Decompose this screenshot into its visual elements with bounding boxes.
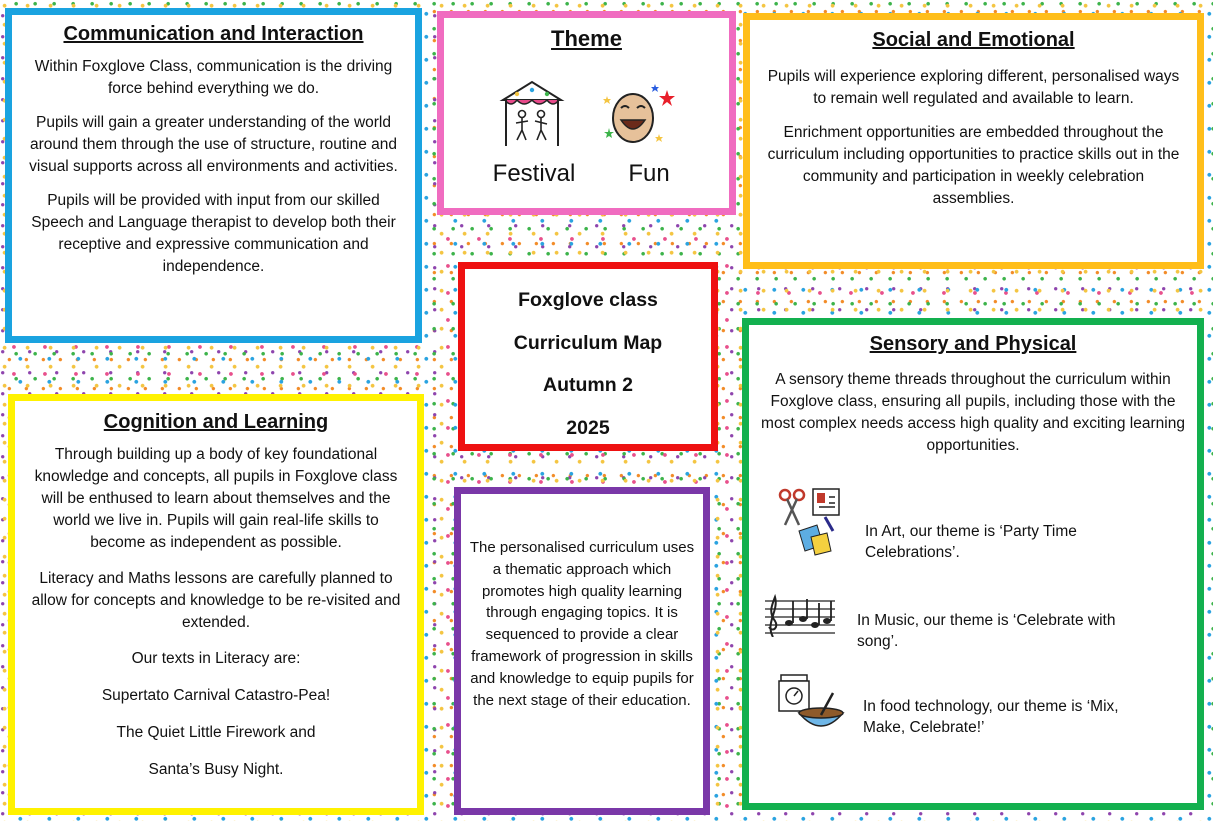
communication-heading: Communication and Interaction xyxy=(63,23,364,45)
sensory-item-text: In food technology, our theme is ‘Mix, Make, Celebrate!’ xyxy=(863,698,1119,736)
theme-label-festival: Festival xyxy=(492,160,576,187)
fun-icon xyxy=(599,82,679,152)
theme-label-fun: Fun xyxy=(628,160,670,187)
social-panel xyxy=(743,13,1204,269)
social-heading: Social and Emotional xyxy=(872,29,1075,51)
literacy-book: The Quiet Little Firework and xyxy=(116,724,316,741)
sensory-item-text: In Art, our theme is ‘Party Time Celebrations’. xyxy=(865,523,1077,561)
literacy-book: Santa’s Busy Night. xyxy=(148,761,284,778)
food-technology-icon xyxy=(777,673,847,739)
sensory-intro: A sensory theme threads throughout the curriculum within Foxglove class, ensuring all pupils, including those with the most complex needs access high quality and exciting learning opportunities. xyxy=(761,371,1185,454)
cognition-paragraph: Our texts in Literacy are: xyxy=(131,650,301,667)
title-class: Foxglove class xyxy=(518,289,658,311)
cognition-paragraph: Through building up a body of key foundational knowledge and concepts, all pupils in Foxglove class will be enthused to learn about themselves and the world we live in. Pupils will gain real-life skills to become as independent as possible. xyxy=(34,446,398,551)
cognition-heading: Cognition and Learning xyxy=(103,411,329,433)
art-icon xyxy=(777,487,847,557)
theme-panel xyxy=(437,11,736,215)
sensory-heading: Sensory and Physical xyxy=(869,333,1077,355)
social-paragraph: Pupils will experience exploring different, personalised ways to remain well regulated and available to learn. xyxy=(767,68,1180,107)
title-term: Autumn 2 xyxy=(543,374,633,396)
social-paragraph: Enrichment opportunities are embedded throughout the curriculum including opportunities to practice skills out in the community and participation in weekly celebration assemblies. xyxy=(767,124,1180,207)
communication-paragraph: Pupils will be provided with input from our skilled Speech and Language therapist to develop both their receptive and expressive communication and independence. xyxy=(31,192,396,275)
music-icon xyxy=(763,593,837,637)
cognition-panel xyxy=(8,394,424,815)
festival-icon xyxy=(497,78,567,150)
title-map: Curriculum Map xyxy=(513,331,663,354)
title-panel xyxy=(458,262,718,451)
communication-paragraph: Within Foxglove Class, communication is the driving force behind everything we do. xyxy=(34,58,393,97)
cognition-paragraph: Literacy and Maths lessons are carefully planned to allow for concepts and knowledge to be re-visited and extended. xyxy=(31,570,401,631)
sensory-item-food xyxy=(863,696,1163,738)
theme-heading: Theme xyxy=(551,26,622,51)
sensory-item-art xyxy=(865,521,1165,563)
title-year: 2025 xyxy=(566,416,610,439)
literacy-book: Supertato Carnival Catastro-Pea! xyxy=(101,687,331,704)
curriculum-text: The personalised curriculum uses a thematic approach which promotes high quality learning through engaging topics. It is sequenced to provide a clear framework of progression in skills and knowledge to equip pupils for the next stage of their education. xyxy=(469,539,695,709)
sensory-item-text: In Music, our theme is ‘Celebrate with song’. xyxy=(857,612,1116,650)
communication-paragraph: Pupils will gain a greater understanding of the world around them through the use of structure, routine and visual supports across all environments and activities. xyxy=(29,114,398,175)
sensory-panel xyxy=(742,318,1204,810)
curriculum-panel xyxy=(454,487,710,815)
sensory-item-music xyxy=(857,610,1157,652)
communication-panel xyxy=(5,8,422,343)
